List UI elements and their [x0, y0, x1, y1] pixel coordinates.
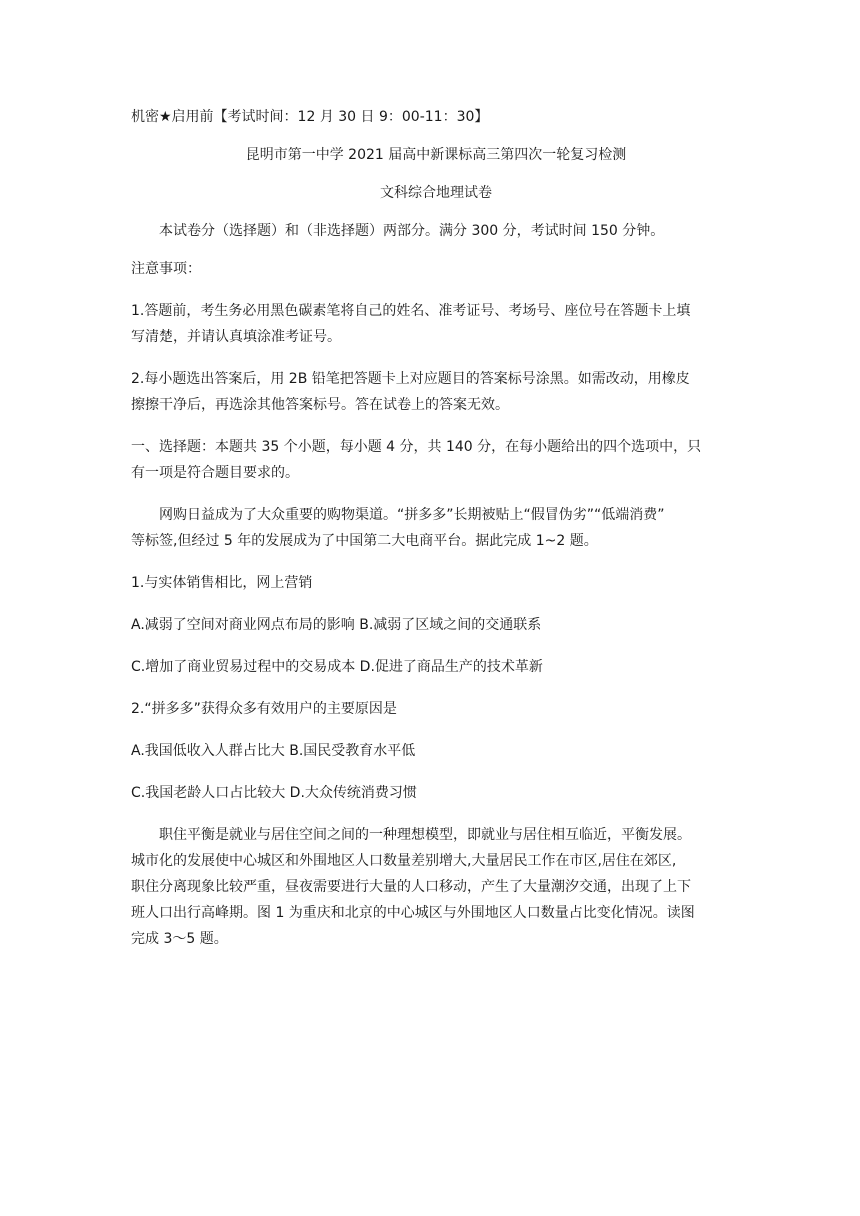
notice-heading: 注意事项： — [131, 261, 201, 277]
confidential-header: 机密★启用前【考试时间：12 月 30 日 9：00-11：30】 — [131, 109, 489, 125]
notice-item-1 — [131, 298, 741, 350]
question-1-options-ab: A.减弱了空间对商业网点布局的影响 B.减弱了区域之间的交通联系 — [131, 617, 542, 633]
question-1-options-cd: C.增加了商业贸易过程中的交易成本 D.促进了商品生产的技术革新 — [131, 659, 543, 675]
passage-2-line-5: 完成 3～5 题。 — [131, 931, 228, 947]
question-2-options-cd: C.我国老龄人口占比较大 D.大众传统消费习惯 — [131, 785, 417, 801]
notice-item-1-line-2: 写清楚，并请认真填涂准考证号。 — [131, 329, 341, 345]
exam-subtitle: 文科综合地理试卷 — [380, 185, 492, 201]
question-1-stem: 1.与实体销售相比，网上营销 — [131, 575, 313, 591]
question-2-options-ab: A.我国低收入人群占比大 B.国民受教育水平低 — [131, 743, 416, 759]
exam-title: 昆明市第一中学 2021 届高中新课标高三第四次一轮复习检测 — [245, 147, 627, 163]
passage-1-line-1: 网购日益成为了大众重要的购物渠道。“拼多多”长期被贴上“假冒伪劣”“低端消费” — [159, 507, 665, 523]
section-1-line-2: 有一项是符合题目要求的。 — [131, 465, 299, 481]
passage-2-line-1: 职住平衡是就业与居住空间之间的一种理想模型，即就业与居住相互临近，平衡发展。 — [159, 827, 691, 843]
passage-2-line-2: 城市化的发展使中心城区和外围地区人口数量差别增大,大量居民工作在市区,居住在郊区, — [131, 853, 677, 869]
notice-item-2 — [131, 366, 741, 418]
passage-2 — [131, 822, 741, 952]
passage-1-line-2: 等标签,但经过 5 年的发展成为了中国第二大电商平台。据此完成 1~2 题。 — [131, 533, 598, 549]
document-body — [131, 104, 741, 952]
notice-item-2-line-1: 2.每小题选出答案后，用 2B 铅笔把答题卡上对应题目的答案标号涂黑。如需改动，用橡皮 — [131, 371, 690, 387]
passage-2-line-3: 职住分离现象比较严重，昼夜需要进行大量的人口移动，产生了大量潮汐交通，出现了上下 — [131, 879, 691, 895]
section-1-line-1: 一、选择题：本题共 35 个小题，每小题 4 分，共 140 分，在每小题给出的四个选项中，只 — [131, 439, 702, 455]
section-1-instructions — [131, 434, 741, 486]
notice-item-1-line-1: 1.答题前，考生务必用黑色碳素笔将自己的姓名、准考证号、考场号、座位号在答题卡上填 — [131, 303, 691, 319]
passage-1 — [131, 502, 741, 554]
question-2-stem: 2.“拼多多”获得众多有效用户的主要原因是 — [131, 701, 397, 717]
exam-intro: 本试卷分（选择题）和（非选择题）两部分。满分 300 分，考试时间 150 分钟。 — [159, 223, 665, 239]
passage-2-line-4: 班人口出行高峰期。图 1 为重庆和北京的中心城区与外围地区人口数量占比变化情况。读图 — [131, 905, 695, 921]
notice-item-2-line-2: 擦擦干净后，再选涂其他答案标号。答在试卷上的答案无效。 — [131, 397, 509, 413]
